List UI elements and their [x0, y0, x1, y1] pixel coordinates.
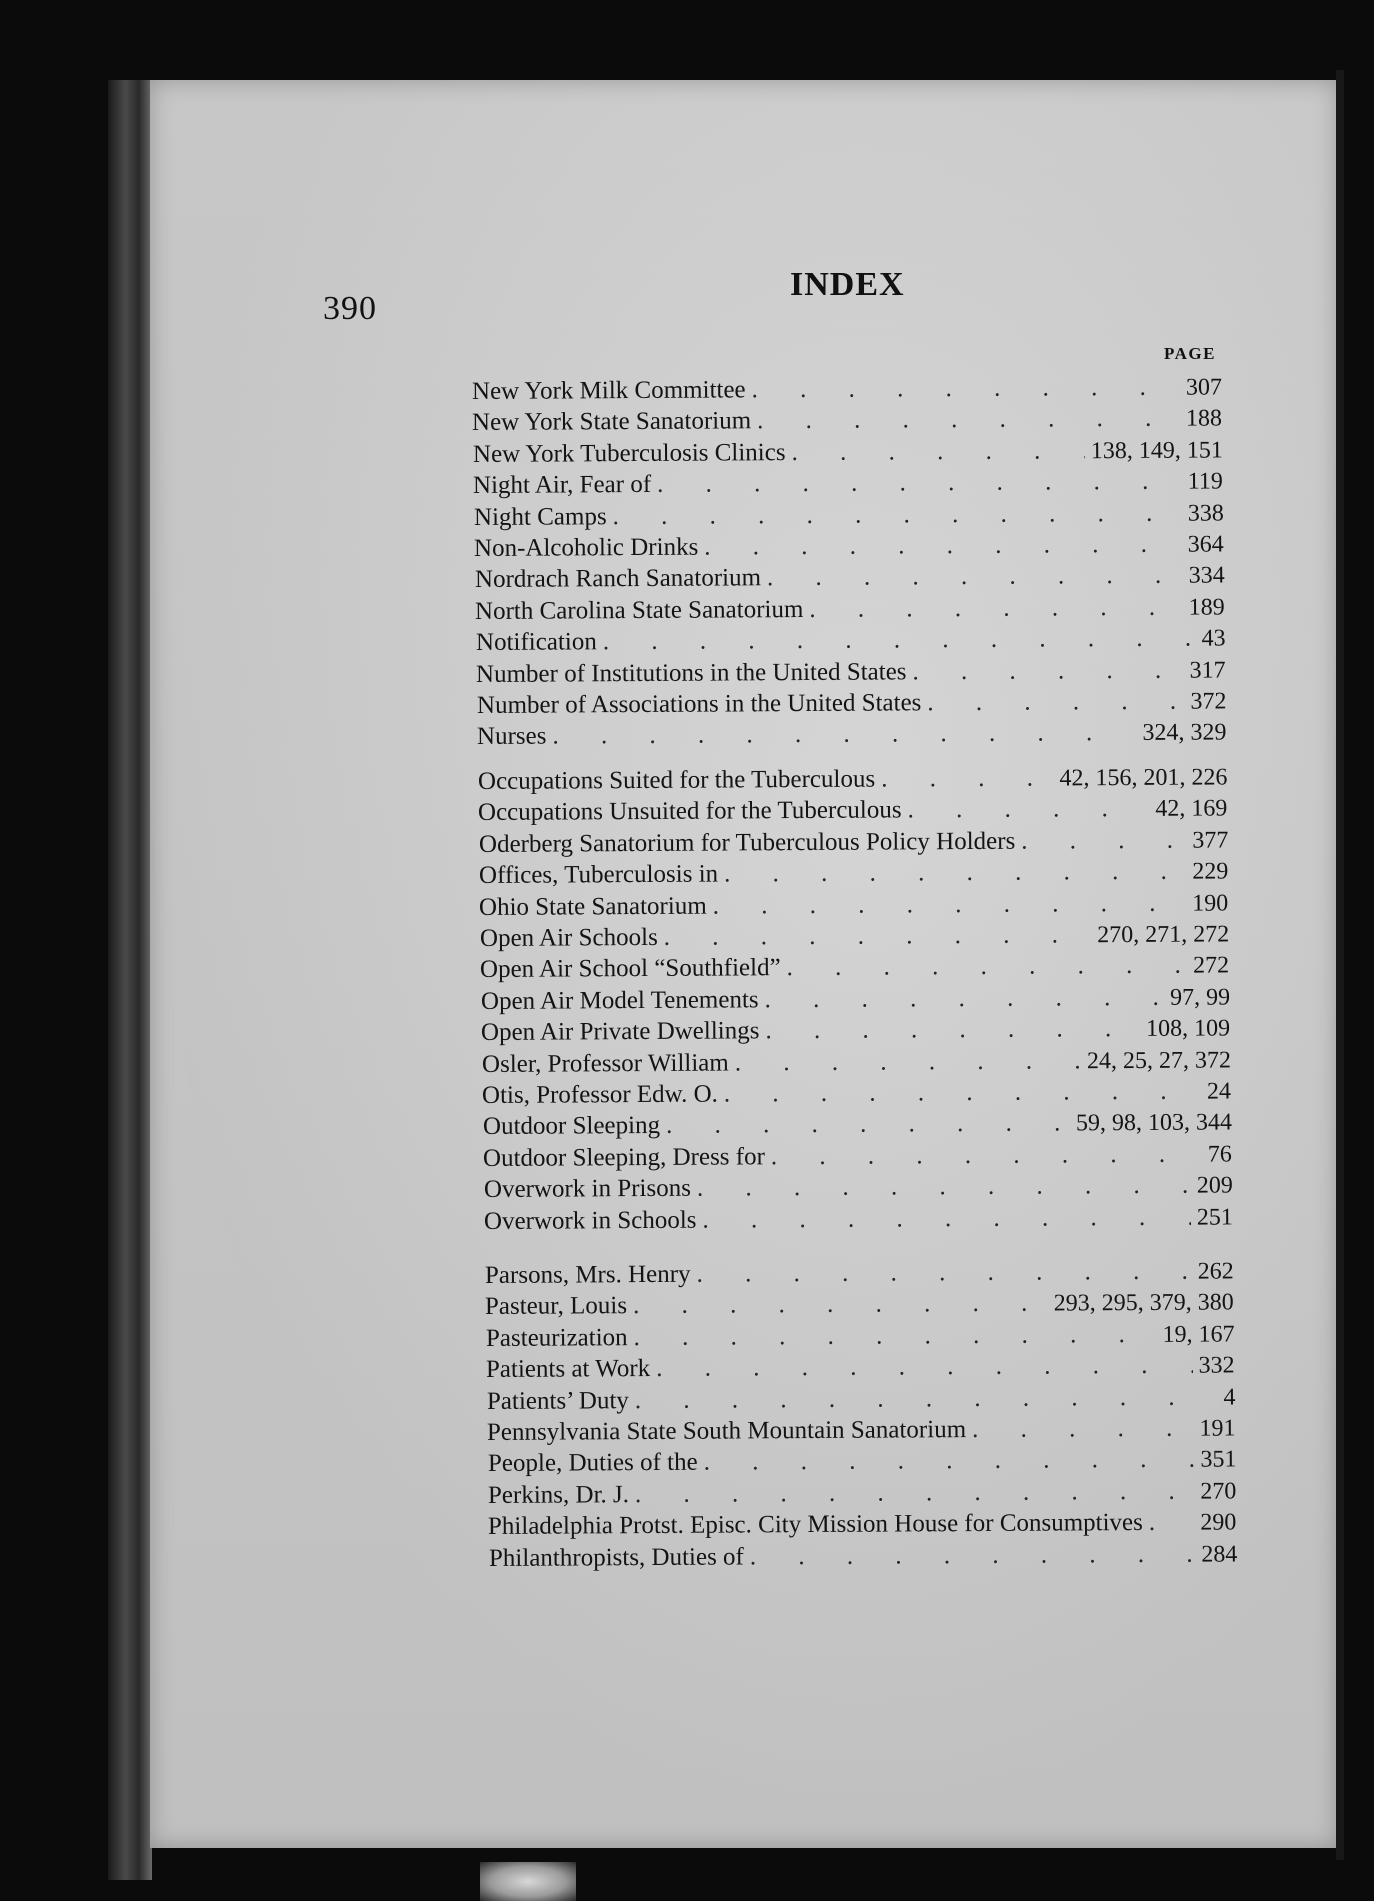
dot-leader [787, 952, 1188, 982]
index-entry [487, 1446, 1236, 1482]
index-term: Philanthropists, Duties of [488, 1543, 744, 1572]
dot-leader [750, 1540, 1196, 1571]
dot-leader [752, 374, 1181, 405]
index-entry [475, 593, 1225, 629]
index-page-refs: 364 [1187, 531, 1225, 558]
dot-leader [881, 764, 1053, 793]
dot-leader [734, 1047, 1080, 1077]
index-term: Open Air Schools [479, 923, 658, 952]
index-page-refs: 108, 109 [1146, 1015, 1231, 1043]
dot-leader [913, 656, 1184, 686]
index-page-refs: 76 [1207, 1141, 1233, 1168]
dot-leader [664, 921, 1092, 952]
index-term: Night Camps [473, 502, 607, 531]
index-page-refs: 262 [1197, 1258, 1234, 1285]
index-term: Open Air Private Dwellings [481, 1017, 760, 1047]
index-entry [481, 1015, 1230, 1051]
index-term: Oderberg Sanatorium for Tuberculous Policy Holders [478, 827, 1015, 858]
index-term: People, Duties of the [487, 1449, 698, 1478]
page-number: 390 [323, 290, 377, 327]
dot-leader [635, 1477, 1195, 1508]
dot-leader [633, 1290, 1048, 1321]
dot-leader [908, 795, 1150, 824]
index-term: New York Milk Committee [471, 376, 746, 405]
index-term: Nordrach Ranch Sanatorium [474, 564, 761, 594]
index-entry [486, 1352, 1235, 1388]
index-term: Perkins, Dr. J. [487, 1480, 630, 1509]
index-entry [477, 719, 1227, 755]
dot-leader [666, 1110, 1070, 1140]
index-entry [484, 1203, 1233, 1239]
dot-leader [602, 625, 1195, 657]
index-page-refs: 189 [1188, 594, 1225, 621]
index-page-refs: 332 [1198, 1352, 1235, 1379]
index-page-refs: 97, 99 [1169, 984, 1230, 1011]
index-entry [489, 1540, 1237, 1576]
index-page-refs: 372 [1189, 688, 1227, 715]
index-entry [485, 1257, 1234, 1293]
index-term: Occupations Suited for the Tuberculous [477, 765, 875, 795]
index-page-refs: 138, 149, 151 [1090, 437, 1223, 465]
index-term: Offices, Tuberculosis in [478, 860, 719, 890]
index-page-refs: 251 [1196, 1204, 1233, 1231]
dot-leader [552, 719, 1136, 751]
index-entry [485, 1289, 1234, 1325]
scan-artifact [480, 1862, 576, 1901]
index-entry [475, 562, 1225, 598]
index-term: Otis, Professor Edw. O. [482, 1080, 719, 1109]
dot-leader [713, 889, 1187, 920]
index-entry [472, 405, 1222, 441]
index-entry [472, 373, 1222, 409]
dot-leader [696, 1172, 1190, 1203]
index-term: Night Air, Fear of [473, 471, 652, 500]
index-page-refs: 272 [1193, 952, 1230, 980]
index-page-refs: 209 [1196, 1172, 1233, 1199]
dot-leader [724, 858, 1186, 889]
dot-leader [656, 1352, 1193, 1383]
index-entry [482, 1077, 1231, 1113]
index-page-refs: 324, 329 [1142, 719, 1227, 747]
index-page-refs: 270, 271, 272 [1097, 921, 1230, 949]
index-term: Number of Institutions in the United States [475, 657, 907, 688]
index-entry [480, 952, 1229, 988]
index-page-refs: 270 [1200, 1478, 1237, 1505]
index-term: New York State Sanatorium [472, 407, 752, 437]
index-term: Pasteurization [485, 1323, 628, 1352]
index-entry [483, 1109, 1232, 1145]
index-term: Overwork in Prisons [483, 1174, 691, 1204]
index-entry [473, 436, 1223, 472]
index-term: Parsons, Mrs. Henry [484, 1260, 691, 1289]
index-term: Occupations Unsuited for the Tuberculous [478, 796, 902, 827]
index-entry [478, 826, 1228, 862]
index-entry [479, 889, 1228, 925]
index-term: Nurses [476, 722, 547, 751]
index-page-refs: 42, 156, 201, 226 [1058, 764, 1228, 792]
index-page-refs: 42, 169 [1155, 795, 1228, 823]
index-term: Open Air Model Tenements [480, 986, 759, 1015]
dot-leader [771, 1140, 1202, 1171]
dot-leader [766, 1015, 1141, 1045]
index-term: New York Tuberculosis Clinics [472, 438, 786, 468]
index-term: Notification [475, 628, 597, 657]
index-term: Patients at Work [486, 1355, 651, 1384]
index-page-refs: 307 [1185, 374, 1223, 401]
index-entry [476, 625, 1226, 661]
dot-leader [704, 531, 1182, 562]
dot-leader [764, 984, 1164, 1014]
index-term: Open Air School “Southfield” [480, 954, 782, 984]
index-page-refs: 188 [1186, 405, 1223, 433]
index-term: Pasteur, Louis [485, 1292, 628, 1321]
dot-leader [612, 499, 1181, 530]
index-entry [486, 1320, 1235, 1356]
index-entry [474, 499, 1224, 535]
index-entry [488, 1509, 1237, 1545]
index-page-refs: 293, 295, 379, 380 [1053, 1289, 1234, 1317]
index-entry [478, 795, 1228, 831]
index-term: Outdoor Sleeping, Dress for [483, 1143, 766, 1172]
dot-leader [657, 468, 1182, 499]
index-page-refs: 119 [1188, 468, 1224, 495]
index-entry [482, 1046, 1231, 1082]
index-entry [481, 983, 1230, 1019]
index-entry [487, 1414, 1236, 1450]
index-page-refs: 191 [1199, 1415, 1236, 1442]
index-term: Outdoor Sleeping [482, 1112, 660, 1141]
index-page-refs: 317 [1189, 657, 1226, 684]
index-term: Number of Associations in the United States [476, 689, 921, 719]
dot-leader [758, 405, 1181, 436]
index-term: Overwork in Schools [483, 1206, 697, 1235]
index-page-refs: 377 [1191, 827, 1228, 854]
dot-leader [791, 437, 1085, 467]
dot-leader [703, 1446, 1194, 1477]
dot-leader [724, 1078, 1201, 1109]
index-term: Ohio State Sanatorium [479, 892, 708, 921]
index-page-refs: 284 [1201, 1541, 1238, 1568]
index-page-refs: 351 [1199, 1446, 1237, 1474]
index-entry [478, 763, 1228, 799]
index-term: Osler, Professor William [481, 1049, 729, 1078]
running-head: INDEX [790, 266, 905, 303]
index-term: Philadelphia Protst. Episc. City Mission House for Consumptives [488, 1509, 1144, 1541]
dot-leader [927, 688, 1184, 718]
dot-leader [809, 593, 1182, 623]
dot-leader [702, 1203, 1190, 1234]
index-entry [474, 530, 1224, 566]
dot-leader [696, 1258, 1191, 1289]
dot-leader [767, 562, 1183, 593]
index-term: Non-Alcoholic Drinks [474, 533, 699, 562]
index-term: Patients’ Duty [486, 1386, 629, 1415]
index-entry [483, 1172, 1232, 1208]
index-page-refs: 334 [1188, 562, 1225, 590]
dot-leader [633, 1321, 1156, 1352]
index-page-refs: 290 [1200, 1509, 1237, 1536]
index-page-refs: 24 [1207, 1078, 1232, 1105]
index-page-refs: 43 [1201, 625, 1226, 652]
index-entry [476, 687, 1226, 723]
index-entry [476, 656, 1226, 692]
index-entry [480, 920, 1229, 956]
page-column-heading: PAGE [1164, 344, 1216, 363]
index-page-refs: 59, 98, 103, 344 [1075, 1109, 1232, 1137]
index-entry [487, 1383, 1236, 1419]
index-entry [479, 858, 1228, 894]
index-term: North Carolina State Sanatorium [475, 595, 804, 625]
index-page-refs: 19, 167 [1162, 1321, 1235, 1348]
dot-leader [634, 1383, 1217, 1415]
dot-leader [1149, 1509, 1195, 1537]
index-entry [473, 468, 1223, 504]
index-entry [483, 1140, 1232, 1176]
index-page-refs: 4 [1223, 1384, 1236, 1411]
index-page-refs: 190 [1192, 890, 1229, 917]
index-page-refs: 338 [1187, 500, 1224, 527]
index-page-refs: 229 [1192, 858, 1229, 885]
dot-leader [972, 1415, 1194, 1444]
index-page-refs: 24, 25, 27, 372 [1086, 1047, 1231, 1074]
index-entry [488, 1477, 1237, 1513]
index-term: Pennsylvania State South Mountain Sanatorium [486, 1416, 967, 1446]
dot-leader [1021, 826, 1186, 855]
